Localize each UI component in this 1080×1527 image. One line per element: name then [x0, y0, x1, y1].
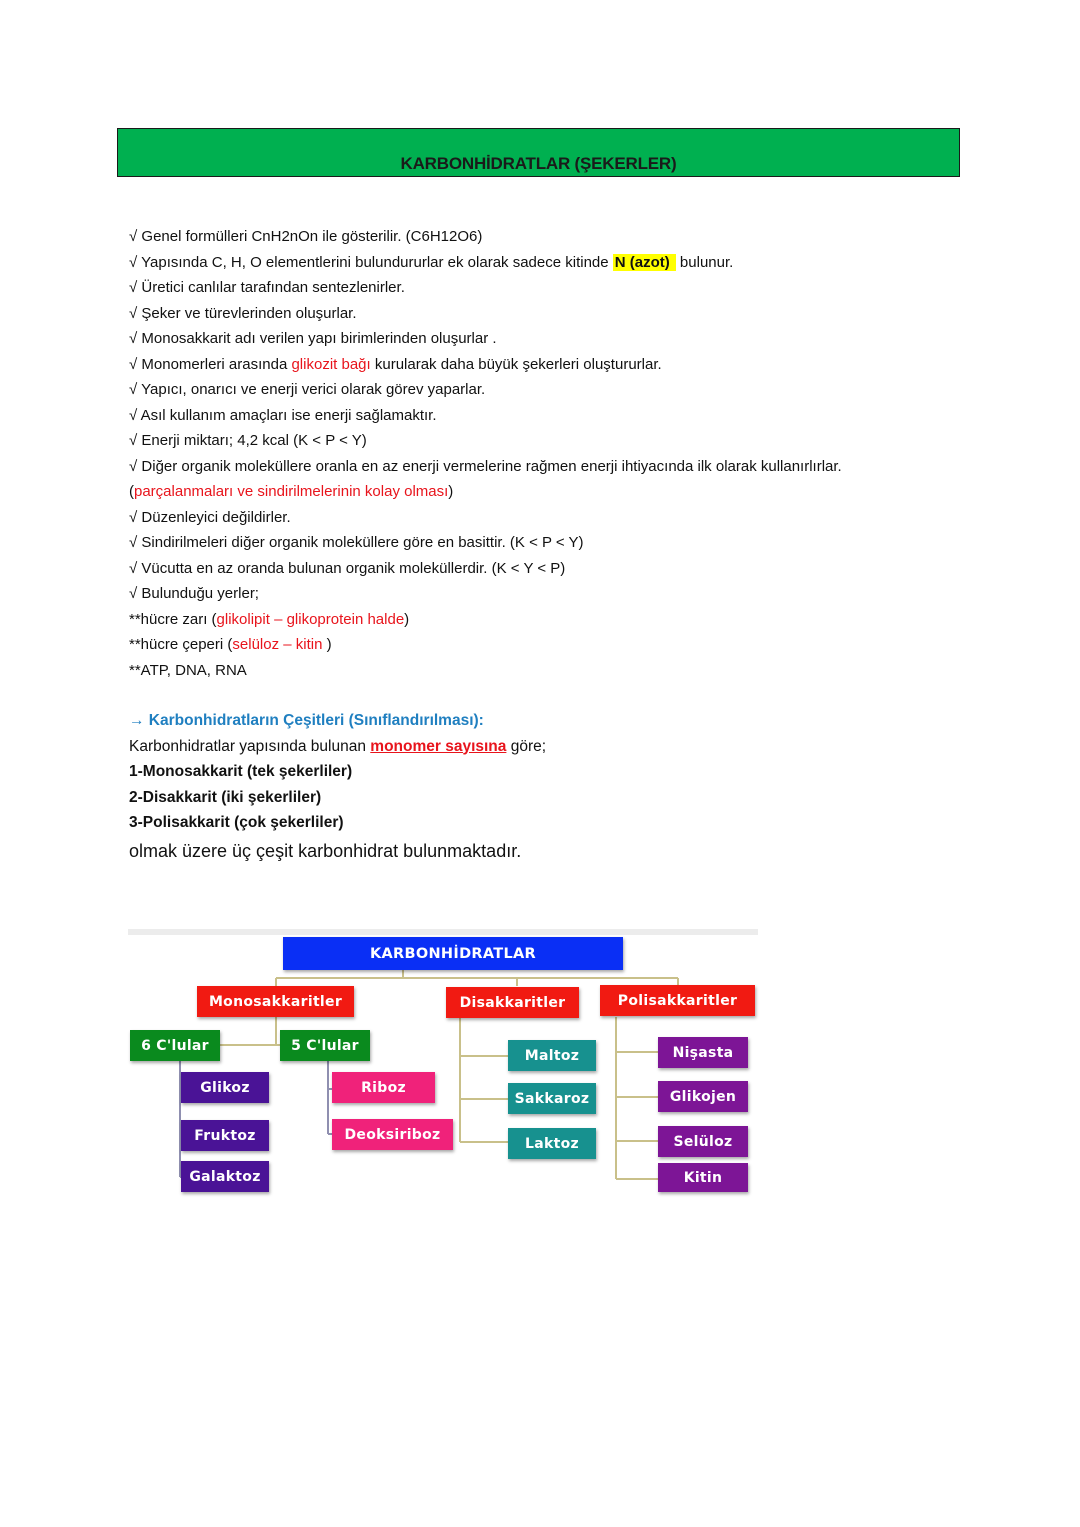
node-fruktoz: Fruktoz: [181, 1120, 269, 1151]
connector-poli: [616, 1017, 658, 1179]
node-laktoz: Laktoz: [508, 1128, 596, 1159]
intro-emphasis: monomer sayısına: [370, 737, 507, 755]
bullet-line: [129, 403, 1029, 429]
node-disakkaritler: Disakkaritler: [446, 987, 579, 1018]
type-polisakkarit: 3-Polisakkarit (çok şekerliler): [129, 814, 344, 831]
connector-mono: [220, 1017, 280, 1045]
red-emphasis: parçalanmaları ve sindirilmelerinin kolay olması: [134, 483, 449, 500]
bullet-text: √ Düzenleyici değildirler.: [129, 508, 291, 526]
type-disakkarit: 2-Disakkarit (iki şekerliler): [129, 788, 322, 806]
type-monosakkarit: 1-Monosakkarit (tek şekerliler): [129, 763, 353, 780]
bullet-text: **hücre zarı (: [129, 610, 217, 628]
bullet-text: √ Genel formülleri CnH2nOn ile gösterilir. (C6H12O6): [129, 228, 483, 245]
bullet-text: √ Monomerleri arasında: [129, 355, 292, 373]
bullet-text: √ Vücutta en az oranda bulunan organik moleküllerdir. (K < Y < P): [129, 559, 566, 577]
bullet-line: [129, 428, 1029, 454]
bullet-line: [129, 479, 1029, 505]
node-5-clular: 5 C'lular: [280, 1030, 370, 1061]
bullet-line: [129, 658, 1029, 684]
node-galaktoz: Galaktoz: [181, 1161, 269, 1192]
node-riboz: Riboz: [332, 1072, 435, 1103]
bullet-text: **hücre çeperi (: [129, 636, 233, 653]
bullet-text: √ Yapıcı, onarıcı ve enerji verici olarak görev yaparlar.: [129, 381, 486, 398]
node-nisasta: Nişasta: [658, 1037, 748, 1068]
bullet-line: [129, 581, 1029, 607]
bullet-text: (: [129, 483, 134, 500]
bullet-text: √ Enerji miktarı; 4,2 kcal (K < P < Y): [129, 432, 367, 449]
intro-before: Karbonhidratlar yapısında bulunan: [129, 737, 371, 755]
bullet-line: [129, 250, 1029, 276]
bullet-line: [129, 454, 1029, 480]
node-kitin: Kitin: [658, 1163, 748, 1192]
bullet-text: √ Diğer organik moleküllere oranla en az enerji vermelerine rağmen enerji ihtiyacında ilk olarak kullanırlırlar.: [129, 457, 842, 475]
bullet-text: √ Şeker ve türevlerinden oluşurlar.: [129, 304, 357, 322]
bullet-text: ): [404, 610, 410, 628]
conclusion-text: olmak üzere üç çeşit karbonhidrat bulunmaktadır.: [129, 840, 522, 861]
highlighted-text: N (azot): [613, 254, 676, 271]
bullet-line: [129, 377, 1029, 403]
bullet-text: √ Üretici canlılar tarafından sentezlenirler.: [129, 279, 405, 296]
connector-root: [276, 970, 678, 986]
bullet-list: [129, 224, 1029, 683]
bullet-line: [129, 505, 1029, 531]
bullet-text: kurularak daha büyük şekerleri oluştururlar.: [370, 355, 662, 373]
bullet-text: √ Asıl kullanım amaçları ise enerji sağlamaktır.: [129, 406, 437, 424]
red-emphasis: selüloz – kitin: [232, 636, 323, 653]
bullet-line: [129, 326, 1029, 352]
bullet-line: [129, 275, 1029, 301]
node-maltoz: Maltoz: [508, 1040, 596, 1071]
bullet-line: [129, 352, 1029, 378]
red-emphasis: glikozit bağı: [291, 355, 371, 373]
red-emphasis: glikolipit – glikoprotein halde: [216, 610, 405, 628]
intro-text: [129, 734, 829, 760]
section-heading: → Karbonhidratların Çeşitleri (Sınıflandırılması):: [129, 712, 484, 729]
page-title: KARBONHİDRATLAR (ŞEKERLER): [400, 154, 677, 173]
connector-di: [460, 1017, 508, 1142]
bullet-text: √ Bulunduğu yerler;: [129, 585, 259, 602]
bullet-line: [129, 607, 1029, 633]
bullet-text: ): [448, 483, 454, 500]
node-seluloz: Selüloz: [658, 1126, 748, 1157]
bullet-line: [129, 632, 1029, 658]
classification-diagram: [128, 929, 758, 1194]
bullet-text: √ Yapısında C, H, O elementlerini bulundururlar ek olarak sadece kitinde: [129, 253, 613, 271]
classification-section: [129, 708, 829, 866]
bullet-line: [129, 301, 1029, 327]
bullet-line: [129, 224, 1029, 250]
node-deoksiriboz: Deoksiriboz: [332, 1119, 453, 1150]
bullet-text: bulunur.: [675, 253, 734, 271]
node-monosakkaritler: Monosakkaritler: [197, 986, 354, 1017]
node-6-clular: 6 C'lular: [130, 1030, 220, 1061]
bullet-line: [129, 556, 1029, 582]
node-glikoz: Glikoz: [181, 1072, 269, 1103]
bullet-text: **ATP, DNA, RNA: [129, 661, 247, 679]
bullet-text: √ Monosakkarit adı verilen yapı birimlerinden oluşurlar .: [129, 330, 497, 347]
title-bar: [117, 128, 960, 177]
bullet-line: [129, 530, 1029, 556]
node-sakkaroz: Sakkaroz: [508, 1083, 596, 1114]
node-glikojen: Glikojen: [658, 1081, 748, 1112]
intro-after: göre;: [506, 737, 547, 755]
bullet-text: √ Sindirilmeleri diğer organik moleküllere göre en basittir. (K < P < Y): [129, 534, 584, 551]
node-root: KARBONHİDRATLAR: [283, 937, 623, 970]
node-polisakkaritler: Polisakkaritler: [600, 985, 755, 1016]
bullet-text: ): [322, 636, 332, 653]
